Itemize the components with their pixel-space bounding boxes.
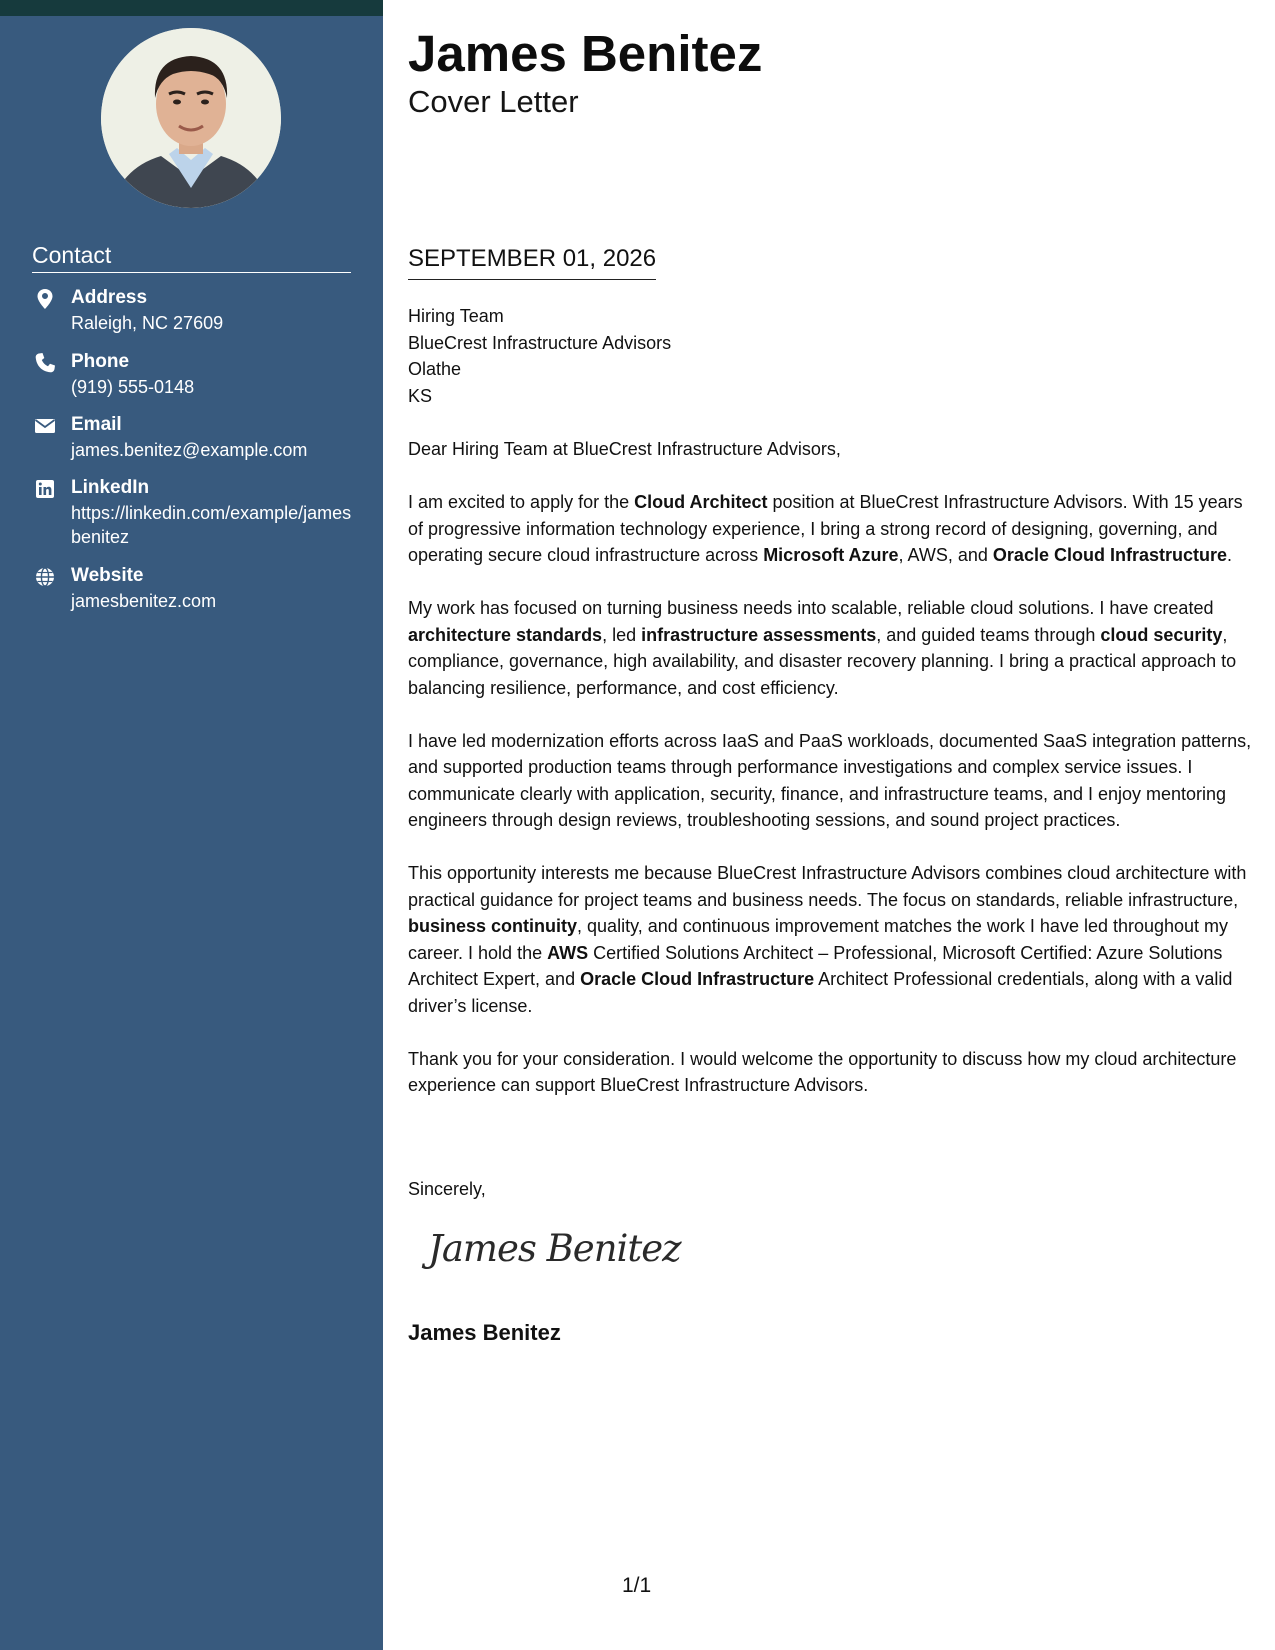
- globe-icon: [32, 566, 58, 588]
- text: Certified Solutions Architect – Professional, Microsoft Certified: Azure Solutions Architect Expert, and: [408, 942, 1223, 989]
- contact-label: Phone: [71, 351, 130, 372]
- paragraph-5: Thank you for your consideration. I would welcome the opportunity to discuss how my cloud architecture experience can support BlueCrest Infrastructure Advisors.: [408, 1048, 1237, 1095]
- contact-value: (919) 555-0148: [71, 377, 195, 397]
- bold-text: Oracle Cloud Infrastructure: [580, 969, 815, 989]
- page-number: 1/1: [622, 1574, 652, 1597]
- text: .: [1226, 545, 1232, 565]
- text: position at BlueCrest Infrastructure Advisors. With 15 years of progressive information technology experience, I bring a strong record of designing, governing, and operating secure cloud infrastructure across: [408, 492, 1243, 565]
- sidebar: [0, 0, 383, 1650]
- contact-value: james.benitez@example.com: [71, 440, 308, 460]
- bold-text: cloud security: [1100, 624, 1223, 645]
- bold-text: infrastructure assessments: [641, 624, 877, 645]
- contact-label: Email: [71, 414, 122, 435]
- text: My work has focused on turning business needs into scalable, reliable cloud solutions. I have created: [408, 598, 1214, 618]
- recipient-line: Olathe: [408, 359, 462, 379]
- profile-photo: [101, 28, 281, 208]
- text: This opportunity interests me because BlueCrest Infrastructure Advisors combines cloud architecture with practical guidance for project teams and business needs. The focus on standards, reliable infrastructure,: [408, 863, 1247, 910]
- letter-body: [408, 436, 1253, 1125]
- text: , led: [602, 624, 642, 645]
- paragraph-3: I have led modernization efforts across IaaS and PaaS workloads, documented SaaS integration patterns, and supported production teams through performance investigations and complex service issues. I communicate clearly with application, security, finance, and infrastructure teams, and I enjoy mentoring engineers through design reviews, troubleshooting sessions, and sound project practices.: [408, 730, 1252, 830]
- applicant-name: James Benitez: [408, 25, 763, 82]
- bold-text: Cloud Architect: [634, 492, 768, 512]
- linkedin-icon: [32, 478, 58, 500]
- paragraph-4: [408, 860, 1253, 1019]
- bold-text: business continuity: [408, 916, 578, 936]
- paragraph-2: [408, 595, 1253, 701]
- letter-date: SEPTEMBER 01, 2026: [408, 243, 656, 280]
- text: , AWS, and: [898, 545, 993, 565]
- bold-text: Oracle Cloud Infrastructure: [992, 545, 1227, 565]
- contact-label: LinkedIn: [71, 477, 150, 498]
- bold-text: architecture standards: [408, 624, 603, 645]
- contact-label: Website: [71, 565, 144, 586]
- phone-icon: [32, 352, 58, 374]
- closing: Sincerely,: [408, 1179, 486, 1199]
- salutation: Dear Hiring Team at BlueCrest Infrastructure Advisors,: [408, 439, 841, 459]
- envelope-icon: [32, 415, 58, 437]
- bold-text: AWS: [547, 942, 589, 963]
- sidebar-top-bar: [0, 0, 383, 16]
- contact-value[interactable]: https://linkedin.com/example/jamesbenitez: [71, 503, 352, 547]
- contact-value[interactable]: jamesbenitez.com: [71, 591, 217, 611]
- text: , compliance, governance, high availability, and disaster recovery planning. I bring a practical approach to balancing resilience, performance, and cost efficiency.: [408, 624, 1237, 698]
- document-subtitle: Cover Letter: [408, 84, 579, 119]
- text: , quality, and continuous improvement matches the work I have led throughout my career. I hold the: [408, 916, 1229, 963]
- recipient-line: Hiring Team: [408, 306, 504, 326]
- contact-title: Contact: [32, 240, 351, 273]
- text: Architect Professional credentials, along with a valid driver’s license.: [408, 969, 1233, 1016]
- text: , and guided teams through: [876, 624, 1101, 645]
- recipient-block: [408, 303, 671, 409]
- recipient-line: KS: [408, 385, 433, 406]
- text: I am excited to apply for the: [408, 492, 635, 512]
- contact-value: Raleigh, NC 27609: [71, 313, 224, 333]
- bold-text: Microsoft Azure: [763, 545, 899, 565]
- paragraph-1: [408, 489, 1253, 569]
- location-pin-icon: [32, 288, 58, 310]
- recipient-line: BlueCrest Infrastructure Advisors: [408, 332, 672, 353]
- contact-label: Address: [71, 287, 148, 308]
- signature: James Benitez: [428, 1227, 681, 1270]
- signer-name: James Benitez: [408, 1320, 561, 1345]
